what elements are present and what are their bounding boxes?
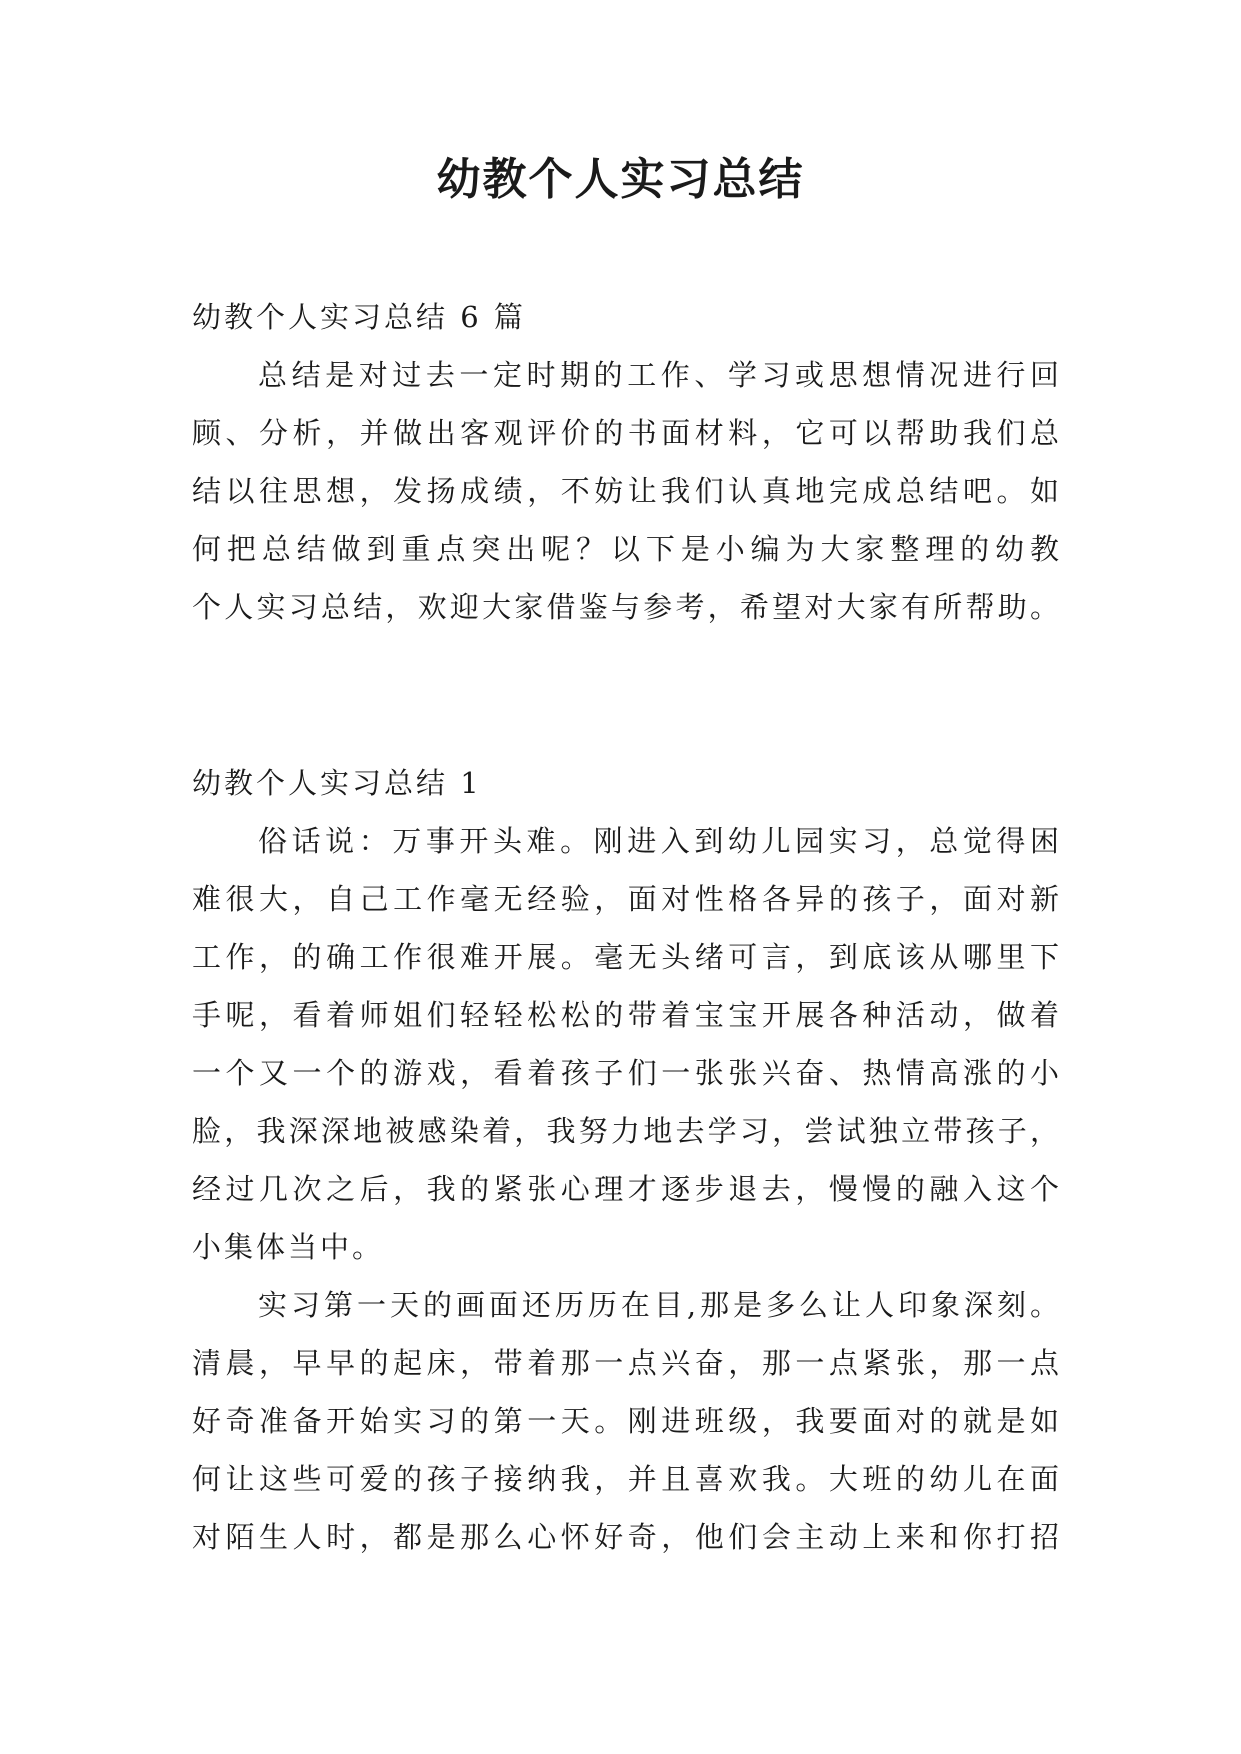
paragraph-line: 手呢，看着师姐们轻轻松松的带着宝宝开展各种活动，做着 [192,998,1062,1032]
paragraph-line: 难很大，自己工作毫无经验，面对性格各异的孩子，面对新 [192,882,1062,916]
paragraph-line: 实习第一天的画面还历历在目,那是多么让人印象深刻。 [258,1288,1062,1322]
section-1 [192,754,1062,1566]
paragraph-line: 经过几次之后，我的紧张心理才逐步退去，慢慢的融入这个 [192,1172,1062,1206]
paragraph-line: 个人实习总结，欢迎大家借鉴与参考，希望对大家有所帮助。 [192,590,1062,624]
intro-subtitle: 幼教个人实习总结 6 篇 [192,300,526,334]
paragraph-line: 清晨，早早的起床，带着那一点兴奋，那一点紧张，那一点 [192,1346,1062,1380]
paragraph-line: 脸，我深深地被感染着，我努力地去学习，尝试独立带孩子， [192,1114,1062,1148]
paragraph-line: 对陌生人时，都是那么心怀好奇，他们会主动上来和你打招 [192,1520,1062,1554]
section-1-subtitle: 幼教个人实习总结 1 [192,766,482,800]
paragraph-line: 何把总结做到重点突出呢？以下是小编为大家整理的幼教 [192,532,1062,566]
document-title: 幼教个人实习总结 [436,154,805,205]
intro-section [192,288,1062,636]
paragraph-line: 俗话说：万事开头难。刚进入到幼儿园实习，总觉得困 [258,824,1062,858]
paragraph-line: 总结是对过去一定时期的工作、学习或思想情况进行回 [258,358,1062,392]
intro-paragraph [192,346,1062,636]
paragraph-line: 工作，的确工作很难开展。毫无头绪可言，到底该从哪里下 [192,940,1062,974]
paragraph-line: 小集体当中。 [192,1230,385,1264]
paragraph-line: 何让这些可爱的孩子接纳我，并且喜欢我。大班的幼儿在面 [192,1462,1062,1496]
paragraph-line: 顾、分析，并做出客观评价的书面材料，它可以帮助我们总 [192,416,1062,450]
paragraph-line: 一个又一个的游戏，看着孩子们一张张兴奋、热情高涨的小 [192,1056,1062,1090]
section-1-paragraph-1 [192,812,1062,1276]
section-1-paragraph-2 [192,1276,1062,1566]
paragraph-line: 好奇准备开始实习的第一天。刚进班级，我要面对的就是如 [192,1404,1062,1438]
paragraph-line: 结以往思想，发扬成绩，不妨让我们认真地完成总结吧。如 [192,474,1062,508]
